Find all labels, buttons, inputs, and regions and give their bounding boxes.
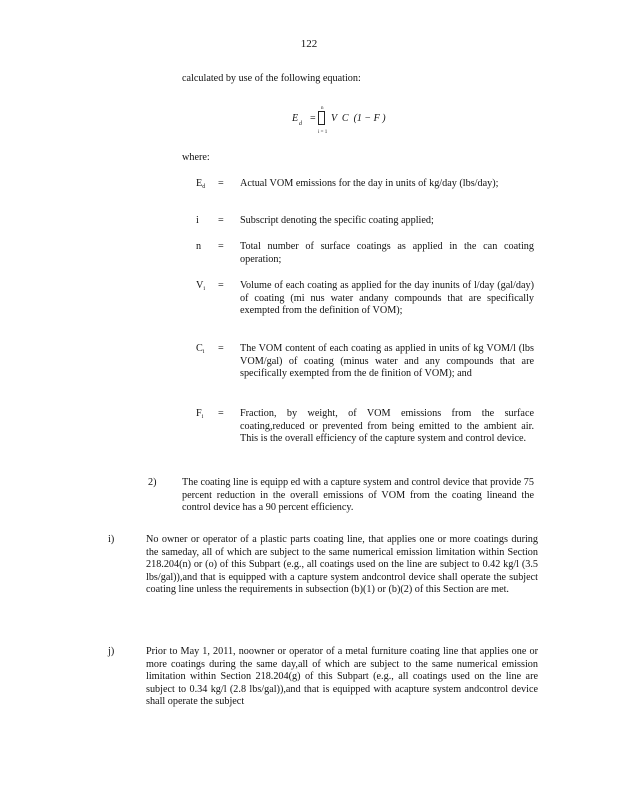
variable-symbol-ed: $E_d$ [196, 178, 206, 190]
item-text: The coating line is equipp ed with a capture system and control device that provide 75 percent reduction in the overall emissions of VOM from the coating lineand the control device has a 90 percent efficiency. [182, 477, 534, 514]
paragraph-text-j: Prior to May 1, 2011, noowner or operator of a metal furniture coating line that applies one or more coatings during the same day,all of which are subject to the same numerical emission limitation within Section 218.204(g) of this Subpart (e.g., all coatings used on the line are subject to 0.34 kg/l (2.8 lbs/gal)),and that is equipped with acapture system andcontrol device shall operate the subject [146, 646, 538, 708]
variable-definition-ed: Actual VOM emissions for the day in units of kg/day (lbs/day); [240, 178, 499, 189]
variable-definition-vi: Volume of each coating as applied for the day inunits of l/day (gal/day) of coating (mi nus water andany compounds that are specifically exempted from the definition of VOM); [240, 280, 534, 317]
variable-symbol-ci: $C_i$ [196, 343, 205, 355]
equation-equals: = [310, 113, 316, 124]
equation-lhs: E [292, 113, 299, 124]
variable-symbol-i: i [196, 215, 199, 226]
variable-definition-ci: The VOM content of each coating as applied in units of kg VOM/l (lbs VOM/gal) of coating (minus water and any compounds that are specifically exempted from the de finition of VOM); and [240, 343, 534, 380]
variable-symbol-fi: $F_i$ [196, 408, 204, 420]
variable-definition-fi: Fraction, by weight, of VOM emissions from the surface coating,reduced or prevented from being emitted to the ambient air. This is the overall efficiency of the capture system and control device. [240, 408, 534, 445]
variable-symbol-n: n [196, 241, 202, 252]
variable-equals: = [218, 178, 224, 189]
variable-equals: = [218, 408, 224, 419]
emissions-equation [286, 103, 416, 137]
paragraph-text-i: No owner or operator of a plastic parts coating line, that applies one or more coatings during the sameday, all of which are subject to the same numerical emission limitation within Section 218.204(n) or (o) of this Subpart (e.g., all coatings used on the line are subject to 0.42 kg/l (3.5 lbs/gal)),and that is equipped with a capture system andcontrol device shall operate the subject coating line unless the requirements in subsection (b)(1) or (b)(2) of this Section are met. [146, 534, 538, 596]
summation-upper-limit: n [321, 106, 324, 111]
variable-equals: = [218, 280, 224, 291]
summation-symbol [318, 111, 325, 125]
variable-definition-n: Total number of surface coatings as applied in the can coating operation; [240, 241, 534, 265]
equation-rhs: V C (1 − F ) [331, 113, 386, 124]
variable-equals: = [218, 215, 224, 226]
variable-symbol-vi: $V_i$ [196, 280, 206, 292]
equation-lhs-subscript: d [299, 121, 302, 127]
where-label: where: [182, 152, 210, 163]
variable-definition-i: Subscript denoting the specific coating applied; [240, 215, 434, 226]
summation-lower-limit: i = 1 [318, 130, 328, 135]
page-number: 122 [300, 38, 318, 50]
item-number: 2) [148, 477, 157, 488]
paragraph-letter-j: j) [108, 646, 115, 657]
variable-equals: = [218, 343, 224, 354]
paragraph-letter-i: i) [108, 534, 115, 545]
intro-text: calculated by use of the following equation: [182, 73, 361, 84]
variable-equals: = [218, 241, 224, 252]
